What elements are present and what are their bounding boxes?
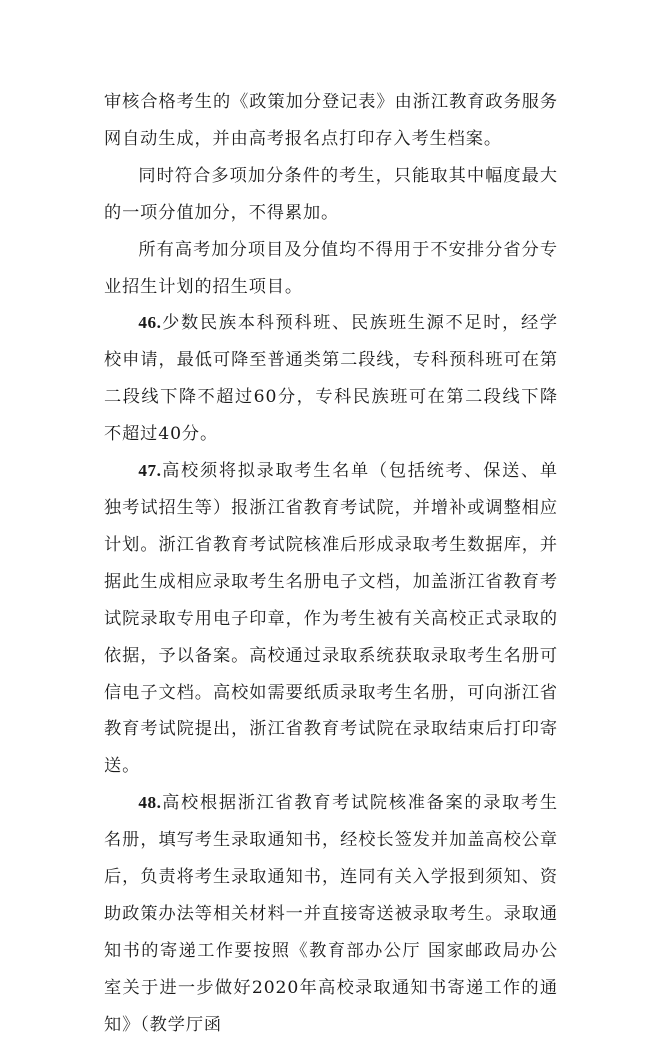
paragraph-text: 高校须将拟录取考生名单（包括统考、保送、单独考试招生等）报浙江省教育考试院，并增补或调整相应计划。浙江省教育考试院核准后形成录取考生数据库，并据此生成相应录取考生名册电子文档，加盖浙江省教育考试院录取专用电子印章，作为考生被有关高校正式录取的依据，予以备案。高校通过录取系统获取录取考生名册可信电子文档。高校如需要纸质录取考生名册，可向浙江省教育考试院提出，浙江省教育考试院在录取结束后打印寄送。 xyxy=(104,461,558,777)
article-47 xyxy=(104,453,558,785)
paragraph-no-accumulation xyxy=(104,158,558,232)
article-number: 46. xyxy=(138,313,162,333)
document-page xyxy=(104,84,558,1044)
article-48 xyxy=(104,785,558,1043)
paragraph-text: 少数民族本科预科班、民族班生源不足时，经学校申请，最低可降至普通类第二段线，专科预科班可在第二段线下降不超过60分，专科民族班可在第二段线下降不超过40分。 xyxy=(104,313,558,445)
paragraph-text: 高校根据浙江省教育考试院核准备案的录取考生名册，填写考生录取通知书，经校长签发并加盖高校公章后，负责将考生录取通知书，连同有关入学报到须知、资助政策办法等相关材料一并直接寄送被录取考生。录取通知书的寄递工作要按照《教育部办公厅 国家邮政局办公室关于进一步做好2020年高校录取通知书寄递工作的通知》（教学厅函 xyxy=(104,793,558,1035)
article-number: 47. xyxy=(138,461,162,481)
paragraph-continuation xyxy=(104,84,558,158)
paragraph-text: 审核合格考生的《政策加分登记表》由浙江教育政务服务网自动生成，并由高考报名点打印存入考生档案。 xyxy=(104,92,558,149)
paragraph-text: 所有高考加分项目及分值均不得用于不安排分省分专业招生计划的招生项目。 xyxy=(104,239,558,297)
article-46 xyxy=(104,305,558,453)
article-number: 48. xyxy=(138,793,162,813)
paragraph-bonus-scope xyxy=(104,232,558,306)
paragraph-text: 同时符合多项加分条件的考生，只能取其中幅度最大的一项分值加分，不得累加。 xyxy=(104,165,558,223)
